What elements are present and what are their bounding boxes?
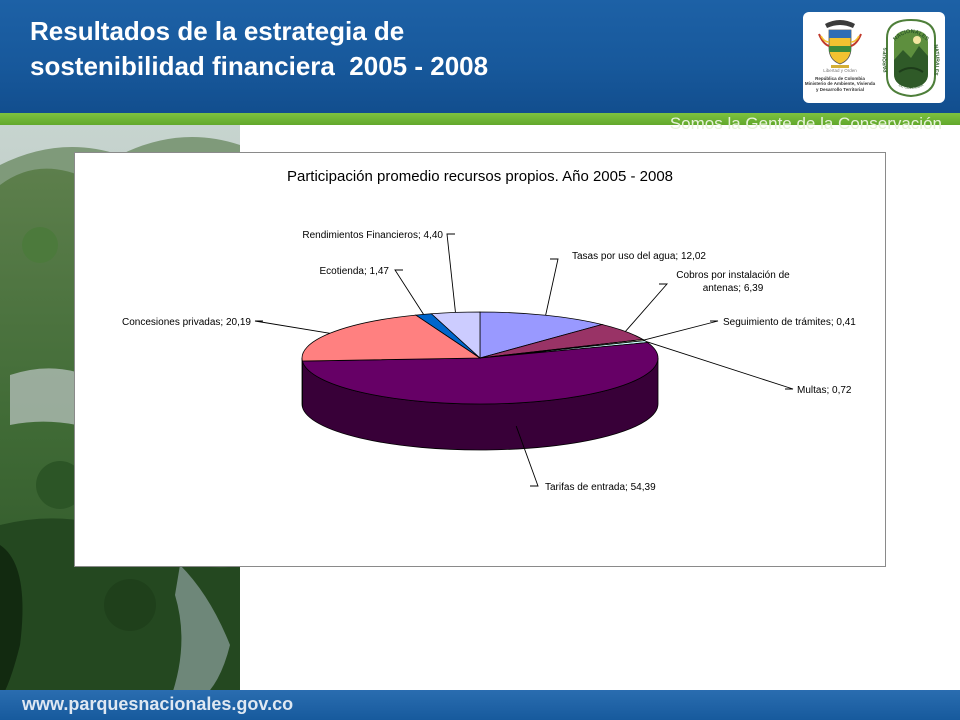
leader-line-seguimiento-de-tramites <box>644 321 718 340</box>
ministry-motto: Libertad y Orden <box>823 68 857 73</box>
website-link[interactable]: www.parquesnacionales.gov.co <box>22 694 294 714</box>
leader-line-rendimientos-financieros <box>447 234 455 312</box>
logo-panel <box>803 12 945 103</box>
data-label-cobros-por-instalacion-de-antenas-line-2: antenas; 6,39 <box>702 283 764 294</box>
data-label-multas: Multas; 0,72 <box>797 385 852 396</box>
header-bar <box>0 0 960 113</box>
data-label-tarifas-de-entrada: Tarifas de entrada; 54,39 <box>545 482 656 493</box>
leader-line-multas <box>646 342 793 389</box>
data-label-tasas-por-uso-del-agua: Tasas por uso del agua; 12,02 <box>572 251 706 262</box>
slide-title-line-1: Resultados de la estrategia de <box>30 16 405 46</box>
parques-nacionales-logo <box>881 16 941 100</box>
data-label-concesiones-privadas: Concesiones privadas; 20,19 <box>122 317 251 328</box>
leader-line-concesiones-privadas <box>255 321 330 333</box>
slide-title-line-2: sostenibilidad financiera 2005 - 2008 <box>30 51 489 81</box>
data-label-cobros-por-instalacion-de-antenas-line-1: Cobros por instalación de <box>676 270 790 281</box>
ministry-name: República de Colombia Ministerio de Ambiente, Vivienda y Desarrollo Territorial <box>804 75 876 92</box>
leader-line-ecotienda <box>395 270 424 314</box>
pie-chart <box>75 153 885 566</box>
logo-text-parques: PARQUES <box>881 47 890 73</box>
logo-text-naturales: NATURALES <box>932 44 941 76</box>
data-label-rendimientos-financieros: Rendimientos Financieros; 4,40 <box>302 230 443 241</box>
leader-line-tasas-por-uso-del-agua <box>546 259 558 315</box>
chart-title: Participación promedio recursos propios. Año 2005 - 2008 <box>286 168 674 185</box>
tagline: Somos la Gente de la Conservación <box>669 114 942 133</box>
data-label-seguimiento-de-tramites: Seguimiento de trámites; 0,41 <box>723 317 856 328</box>
logo-text-nacionales: NACIONALES <box>892 28 930 43</box>
logo-text-de-colombia: DE COLOMBIA <box>897 82 925 91</box>
slide-title <box>30 14 488 84</box>
pie-chart-frame <box>74 152 886 567</box>
data-label-ecotienda: Ecotienda; 1,47 <box>319 266 389 277</box>
pie-top-faces <box>302 312 658 404</box>
footer-bar <box>0 690 960 720</box>
ministry-caption <box>803 68 877 92</box>
leader-line-cobros-por-instalacion-de-antenas <box>625 284 667 331</box>
